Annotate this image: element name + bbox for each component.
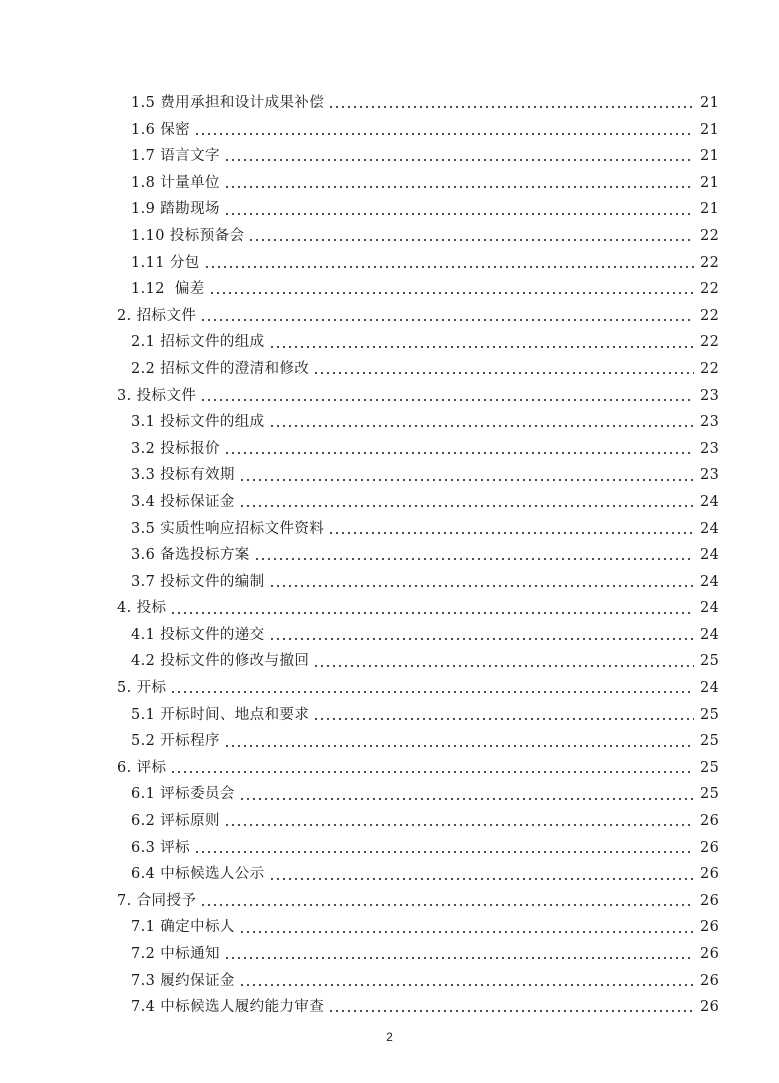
toc-subsection-entry[interactable]	[0, 781, 779, 808]
dot-leader	[200, 399, 694, 401]
toc-entry-title: 6.3 评标	[131, 839, 191, 856]
toc-entry-title: 3.3 投标有效期	[131, 467, 235, 484]
toc-entry-title: 1.9 踏勘现场	[131, 201, 220, 218]
toc-entry-title: 3.1 投标文件的组成	[131, 414, 265, 431]
dot-leader	[313, 665, 694, 667]
toc-entry-page: 25	[700, 786, 720, 803]
dot-leader	[269, 346, 694, 348]
toc-subsection-entry[interactable]	[0, 516, 779, 543]
dot-leader	[239, 931, 694, 933]
toc-entry-page: 26	[700, 813, 720, 830]
toc-entry-page: 22	[700, 307, 720, 324]
toc-entry-page: 22	[700, 281, 720, 298]
dot-leader	[269, 638, 694, 640]
toc-entry-title: 1.8 计量单位	[131, 174, 220, 191]
toc-entry-title: 2.2 招标文件的澄清和修改	[131, 360, 310, 377]
toc-subsection-entry[interactable]	[0, 329, 779, 356]
toc-entry-title: 4. 投标	[117, 600, 167, 617]
toc-entry-page: 24	[700, 547, 720, 564]
toc-entry-page: 23	[700, 414, 720, 431]
toc-entry-page: 24	[700, 600, 720, 617]
toc-entry-title: 6. 评标	[117, 759, 167, 776]
toc-subsection-entry[interactable]	[0, 223, 779, 250]
toc-subsection-entry[interactable]	[0, 117, 779, 144]
toc-entry-title: 5.2 开标程序	[131, 733, 220, 750]
toc-subsection-entry[interactable]	[0, 569, 779, 596]
dot-leader	[194, 851, 694, 853]
toc-subsection-entry[interactable]	[0, 941, 779, 968]
toc-entry-title: 5.1 开标时间、地点和要求	[131, 706, 310, 723]
dot-leader	[328, 532, 694, 534]
toc-entry-title: 1.6 保密	[131, 121, 191, 138]
toc-entry-page: 23	[700, 440, 720, 457]
toc-entry-title: 4.2 投标文件的修改与撤回	[131, 653, 310, 670]
toc-entry-page: 26	[700, 866, 720, 883]
dot-leader	[224, 745, 694, 747]
toc-entry-page: 24	[700, 493, 720, 510]
toc-section-entry[interactable]	[0, 595, 779, 622]
dot-leader	[194, 133, 694, 135]
dot-leader	[269, 878, 694, 880]
toc-entry-title: 6.1 评标委员会	[131, 786, 235, 803]
toc-entry-page: 22	[700, 227, 720, 244]
toc-entry-page: 26	[700, 999, 720, 1016]
toc-subsection-entry[interactable]	[0, 542, 779, 569]
dot-leader	[328, 1010, 694, 1012]
toc-entry-title: 1.5 费用承担和设计成果补偿	[131, 95, 325, 111]
toc-subsection-entry[interactable]	[0, 968, 779, 995]
toc-entry-page: 22	[700, 254, 720, 271]
dot-leader	[224, 824, 694, 826]
toc-section-entry[interactable]	[0, 675, 779, 702]
toc-subsection-entry[interactable]	[0, 994, 779, 1021]
toc-entry-page: 26	[700, 972, 720, 989]
toc-subsection-entry[interactable]	[0, 462, 779, 489]
dot-leader	[313, 718, 694, 720]
toc-entry-page: 22	[700, 334, 720, 351]
toc-entry-title: 7.4 中标候选人履约能力审查	[131, 999, 325, 1016]
toc-entry-page: 24	[700, 626, 720, 643]
dot-leader	[239, 984, 694, 986]
toc-entry-page: 26	[700, 946, 720, 962]
toc-subsection-entry[interactable]	[0, 90, 779, 117]
toc-entry-title: 1.11 分包	[131, 254, 200, 271]
dot-leader	[239, 798, 694, 800]
dot-leader	[170, 612, 694, 614]
toc-entry-title: 1.10 投标预备会	[131, 227, 245, 244]
toc-entry-title: 6.4 中标候选人公示	[131, 866, 265, 883]
dot-leader	[313, 372, 694, 374]
toc-entry-page: 24	[700, 680, 720, 697]
toc-entry-page: 25	[700, 733, 720, 750]
toc-subsection-entry[interactable]	[0, 728, 779, 755]
toc-entry-page: 26	[700, 892, 720, 909]
toc-subsection-entry[interactable]	[0, 835, 779, 862]
dot-leader	[224, 452, 694, 454]
dot-leader	[204, 266, 694, 268]
toc-subsection-entry[interactable]	[0, 622, 779, 649]
toc-section-entry[interactable]	[0, 888, 779, 915]
toc-entry-title: 3.4 投标保证金	[131, 493, 235, 510]
toc-entry-title: 2. 招标文件	[117, 307, 197, 324]
toc-entry-title: 6.2 评标原则	[131, 813, 220, 830]
toc-entry-page: 26	[700, 839, 720, 856]
toc-subsection-entry[interactable]	[0, 170, 779, 197]
toc-entry-title: 3.2 投标报价	[131, 440, 220, 457]
dot-leader	[248, 239, 694, 241]
table-of-contents	[0, 90, 779, 1021]
dot-leader	[239, 479, 694, 481]
toc-entry-page: 24	[700, 573, 720, 590]
toc-subsection-entry[interactable]	[0, 648, 779, 675]
dot-leader	[328, 106, 694, 108]
toc-subsection-entry[interactable]	[0, 409, 779, 436]
dot-leader	[254, 558, 694, 560]
dot-leader	[200, 904, 694, 906]
toc-entry-page: 25	[700, 759, 720, 776]
toc-section-entry[interactable]	[0, 383, 779, 410]
toc-subsection-entry[interactable]	[0, 436, 779, 463]
toc-subsection-entry[interactable]	[0, 808, 779, 835]
toc-entry-page: 25	[700, 706, 720, 723]
toc-entry-page: 26	[700, 919, 720, 936]
toc-entry-page: 21	[700, 201, 720, 218]
toc-subsection-entry[interactable]	[0, 914, 779, 941]
toc-entry-title: 7. 合同授予	[117, 892, 197, 909]
toc-entry-page: 21	[700, 95, 720, 111]
toc-subsection-entry[interactable]	[0, 861, 779, 888]
page-number: 2	[386, 1030, 393, 1044]
toc-entry-title: 1.7 语言文字	[131, 148, 220, 165]
toc-entry-page: 23	[700, 387, 720, 404]
toc-section-entry[interactable]	[0, 303, 779, 330]
toc-section-entry[interactable]	[0, 755, 779, 782]
toc-entry-page: 21	[700, 174, 720, 191]
dot-leader	[224, 213, 694, 215]
dot-leader	[224, 186, 694, 188]
toc-entry-title: 5. 开标	[117, 680, 167, 697]
toc-entry-title: 3.6 备选投标方案	[131, 547, 250, 564]
toc-entry-title: 7.1 确定中标人	[131, 919, 235, 936]
toc-entry-title: 2.1 招标文件的组成	[131, 334, 265, 351]
toc-entry-title: 3.5 实质性响应招标文件资料	[131, 520, 325, 537]
toc-subsection-entry[interactable]	[0, 143, 779, 170]
toc-entry-title: 4.1 投标文件的递交	[131, 626, 265, 643]
toc-entry-title: 1.12 偏差	[131, 281, 205, 298]
toc-subsection-entry[interactable]	[0, 702, 779, 729]
dot-leader	[170, 771, 694, 773]
dot-leader	[269, 425, 694, 427]
dot-leader	[224, 957, 694, 959]
dot-leader	[224, 159, 694, 161]
toc-entry-title: 7.3 履约保证金	[131, 972, 235, 989]
toc-entry-page: 23	[700, 467, 720, 484]
toc-subsection-entry[interactable]	[0, 250, 779, 277]
toc-entry-page: 21	[700, 148, 720, 165]
toc-entry-title: 3. 投标文件	[117, 387, 197, 404]
dot-leader	[239, 505, 694, 507]
toc-subsection-entry[interactable]	[0, 356, 779, 383]
toc-entry-title: 7.2 中标通知	[131, 946, 220, 962]
toc-subsection-entry[interactable]	[0, 489, 779, 516]
toc-subsection-entry[interactable]	[0, 196, 779, 223]
toc-entry-page: 25	[700, 653, 720, 670]
toc-entry-page: 24	[700, 520, 720, 537]
dot-leader	[170, 691, 694, 693]
toc-entry-title: 3.7 投标文件的编制	[131, 573, 265, 590]
dot-leader	[200, 319, 694, 321]
toc-entry-page: 21	[700, 121, 720, 138]
toc-subsection-entry[interactable]	[0, 276, 779, 303]
dot-leader	[209, 292, 694, 294]
dot-leader	[269, 585, 694, 587]
toc-entry-page: 22	[700, 360, 720, 377]
